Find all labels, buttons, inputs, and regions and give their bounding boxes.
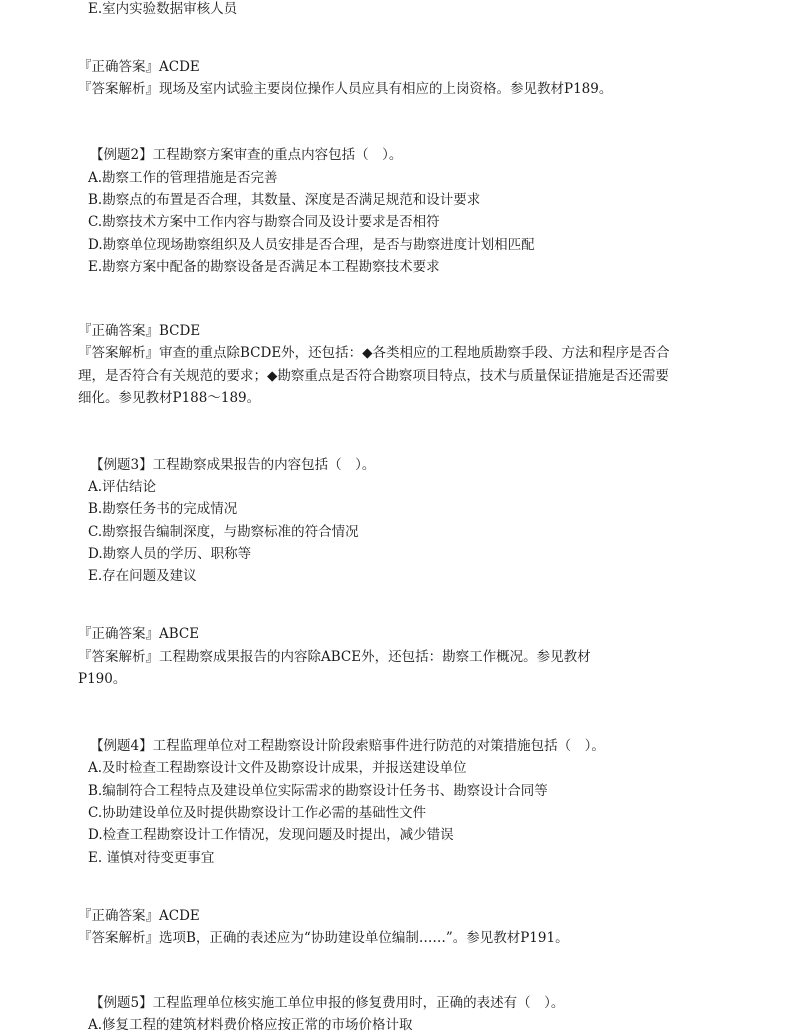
q3-option-c: C.勘察报告编制深度，与勘察标准的符合情况 <box>88 524 359 540</box>
q4-option-e: E. 谨慎对待变更事宜 <box>88 850 215 866</box>
q2-analysis-line-2: 理，是否符合有关规范的要求；◆勘察重点是否符合勘察项目特点，技术与质量保证措施是否还需要 <box>78 368 669 384</box>
q4-option-b: B.编制符合工程特点及建设单位实际需求的勘察设计任务书、勘察设计合同等 <box>88 783 548 799</box>
q4-option-a: A.及时检查工程勘察设计文件及勘察设计成果，并报送建设单位 <box>88 760 467 776</box>
q2-option-a: A.勘察工作的管理措施是否完善 <box>88 170 278 186</box>
q1-answer-analysis: 『答案解析』现场及室内试验主要岗位操作人员应具有相应的上岗资格。参见教材P189。 <box>78 81 613 97</box>
q4-stem: 【例题4】工程监理单位对工程勘察设计阶段索赔事件进行防范的对策措施包括（ ）。 <box>90 738 605 754</box>
q2-option-d: D.勘察单位现场勘察组织及人员安排是否合理，是否与勘察进度计划相匹配 <box>88 237 535 253</box>
q3-stem: 【例题3】工程勘察成果报告的内容包括（ ）。 <box>90 457 376 473</box>
q3-option-b: B.勘察任务书的完成情况 <box>88 501 238 517</box>
q3-correct-answer: 『正确答案』ABCE <box>78 626 200 642</box>
q2-analysis-line-3: 细化。参见教材P188～189。 <box>78 390 261 406</box>
q4-answer-analysis: 『答案解析』选项B，正确的表述应为“协助建设单位编制……”。参见教材P191。 <box>78 930 569 946</box>
q1-correct-answer: 『正确答案』ACDE <box>78 59 200 75</box>
q4-option-d: D.检查工程勘察设计工作情况，发现问题及时提出，减少错误 <box>88 827 454 843</box>
q4-option-c: C.协助建设单位及时提供勘察设计工作必需的基础性文件 <box>88 805 427 821</box>
q3-option-a: A.评估结论 <box>88 479 157 495</box>
q2-correct-answer: 『正确答案』BCDE <box>78 323 201 339</box>
q3-analysis-line-2: P190。 <box>78 671 127 687</box>
q4-correct-answer: 『正确答案』ACDE <box>78 908 200 924</box>
q3-option-d: D.勘察人员的学历、职称等 <box>88 546 252 562</box>
q2-option-b: B.勘察点的布置是否合理，其数量、深度是否满足规范和设计要求 <box>88 192 481 208</box>
q3-analysis-line-1: 『答案解析』工程勘察成果报告的内容除ABCE外，还包括：勘察工作概况。参见教材 <box>78 649 591 665</box>
q3-option-e: E.存在问题及建议 <box>88 568 197 584</box>
q2-analysis-line-1: 『答案解析』审查的重点除BCDE外，还包括：◆各类相应的工程地质勘察手段、方法和程序是否合 <box>78 345 670 361</box>
q5-option-a: A.修复工程的建筑材料费价格应按正常的市场价格计取 <box>88 1017 413 1033</box>
q2-option-c: C.勘察技术方案中工作内容与勘察合同及设计要求是否相符 <box>88 214 440 230</box>
q5-stem: 【例题5】工程监理单位核实施工单位申报的修复费用时，正确的表述有（ ）。 <box>90 995 565 1011</box>
q1-option-e: E.室内实验数据审核人员 <box>88 1 238 17</box>
q2-option-e: E.勘察方案中配备的勘察设备是否满足本工程勘察技术要求 <box>88 259 440 275</box>
q2-stem: 【例题2】工程勘察方案审查的重点内容包括（ ）。 <box>90 147 403 163</box>
